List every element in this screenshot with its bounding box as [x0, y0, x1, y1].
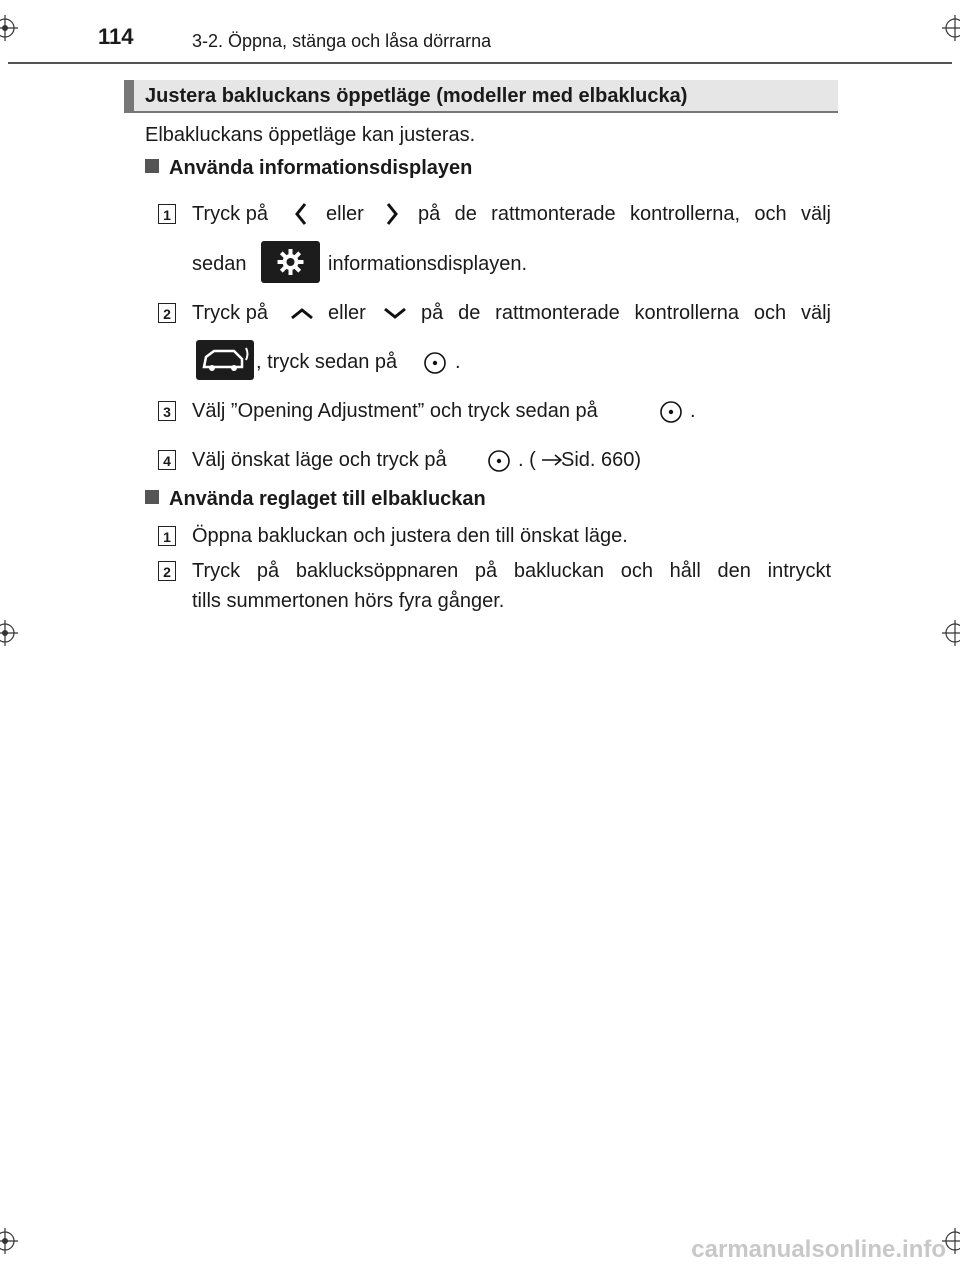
step-text: eller	[326, 203, 364, 225]
step-text: tills summertonen hörs fyra gånger.	[192, 590, 505, 612]
enter-button-icon	[423, 351, 447, 375]
step-number: 3	[158, 401, 176, 421]
subsection-title: Använda informationsdisplayen	[169, 157, 473, 179]
step-number: 1	[158, 204, 176, 224]
step-text: eller	[328, 302, 366, 324]
step-text: informationsdisplayen.	[328, 253, 527, 275]
step-text: sedan	[192, 253, 247, 275]
enter-button-icon	[487, 449, 511, 473]
section-title: Justera bakluckans öppetläge (modeller med elbaklucka)	[145, 85, 688, 107]
page-reference-link[interactable]: Sid. 660)	[561, 449, 642, 471]
registration-mark-icon	[0, 620, 18, 646]
square-bullet-icon	[145, 490, 159, 504]
step-number: 1	[158, 526, 176, 546]
subsection-heading	[145, 488, 486, 511]
step-text: Tryck på	[192, 302, 268, 324]
step-text: .	[690, 400, 696, 422]
chevron-up-icon	[288, 305, 316, 321]
step-text: , tryck sedan på	[256, 351, 398, 373]
page-number: 114	[98, 24, 134, 49]
subsection-title: Använda reglaget till elbakluckan	[169, 488, 486, 510]
registration-mark-icon	[942, 15, 960, 41]
step-text: på de rattmonterade kontrollerna och välj	[421, 302, 831, 324]
watermark: carmanualsonline.info	[691, 1236, 946, 1263]
step-number: 4	[158, 450, 176, 470]
registration-mark-icon	[0, 15, 18, 41]
step-text: . (	[518, 449, 536, 471]
step-text: Tryck på	[192, 203, 268, 225]
settings-gear-icon	[261, 241, 320, 283]
chevron-down-icon	[381, 305, 409, 321]
step-text: på de rattmonterade kontrollerna, och välj	[418, 203, 831, 225]
registration-mark-icon	[942, 620, 960, 646]
registration-mark-icon	[0, 1228, 18, 1254]
square-bullet-icon	[145, 159, 159, 173]
step-number: 2	[158, 561, 176, 581]
enter-button-icon	[659, 400, 683, 424]
chevron-left-icon	[293, 200, 309, 228]
step-text: Välj ”Opening Adjustment” och tryck sedan på	[192, 400, 598, 422]
step-text: Tryck på baklucksöppnaren på bakluckan och håll den intryckt	[192, 560, 831, 582]
arrow-right-icon	[541, 452, 563, 468]
step-text: .	[455, 351, 461, 373]
section-heading-accent	[124, 80, 134, 113]
step-number: 2	[158, 303, 176, 323]
chevron-right-icon	[384, 200, 400, 228]
intro-text: Elbakluckans öppetläge kan justeras.	[145, 124, 476, 146]
step-text: Välj önskat läge och tryck på	[192, 449, 447, 471]
header-divider	[8, 62, 952, 64]
step-text: Öppna bakluckan och justera den till önskat läge.	[192, 525, 628, 547]
subsection-heading	[145, 157, 472, 180]
chapter-title: 3-2. Öppna, stänga och låsa dörrarna	[192, 31, 492, 51]
tailgate-car-icon	[196, 340, 254, 380]
